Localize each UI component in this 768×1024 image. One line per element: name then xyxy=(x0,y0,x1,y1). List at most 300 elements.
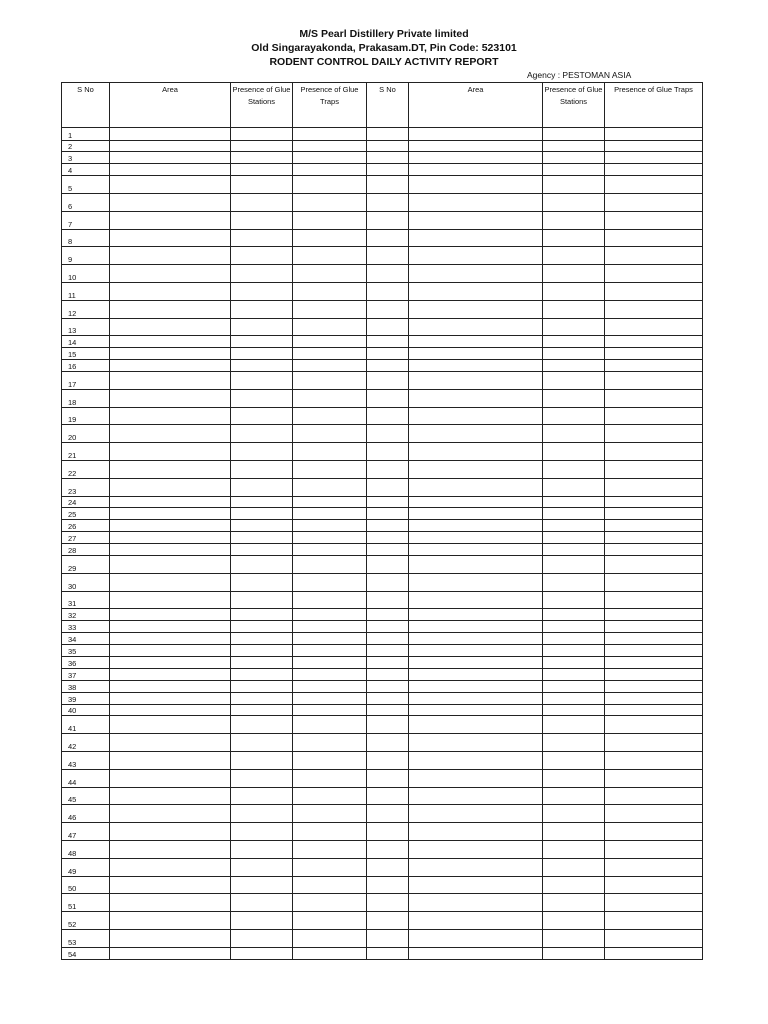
area-cell[interactable] xyxy=(110,407,231,425)
glue-traps-cell[interactable] xyxy=(605,692,703,704)
glue-stations-cell[interactable] xyxy=(543,692,605,704)
serial-number-cell[interactable] xyxy=(367,573,409,591)
area-cell[interactable] xyxy=(409,556,543,574)
glue-stations-cell[interactable] xyxy=(231,152,293,164)
glue-stations-cell[interactable] xyxy=(231,734,293,752)
glue-traps-cell[interactable] xyxy=(293,282,367,300)
glue-traps-cell[interactable] xyxy=(605,930,703,948)
serial-number-cell[interactable] xyxy=(367,532,409,544)
glue-stations-cell[interactable] xyxy=(231,360,293,372)
area-cell[interactable] xyxy=(110,805,231,823)
area-cell[interactable] xyxy=(409,645,543,657)
area-cell[interactable] xyxy=(110,692,231,704)
glue-stations-cell[interactable] xyxy=(543,229,605,247)
area-cell[interactable] xyxy=(409,176,543,194)
glue-traps-cell[interactable] xyxy=(293,496,367,508)
glue-stations-cell[interactable] xyxy=(543,128,605,141)
serial-number-cell[interactable] xyxy=(367,544,409,556)
area-cell[interactable] xyxy=(110,211,231,229)
glue-traps-cell[interactable] xyxy=(293,360,367,372)
glue-stations-cell[interactable] xyxy=(231,508,293,520)
area-cell[interactable] xyxy=(409,609,543,621)
glue-stations-cell[interactable] xyxy=(231,478,293,496)
area-cell[interactable] xyxy=(110,478,231,496)
glue-traps-cell[interactable] xyxy=(605,478,703,496)
glue-traps-cell[interactable] xyxy=(293,841,367,859)
serial-number-cell[interactable] xyxy=(367,609,409,621)
area-cell[interactable] xyxy=(409,841,543,859)
area-cell[interactable] xyxy=(110,389,231,407)
glue-stations-cell[interactable] xyxy=(543,461,605,479)
serial-number-cell[interactable] xyxy=(367,128,409,141)
glue-stations-cell[interactable] xyxy=(543,805,605,823)
glue-stations-cell[interactable] xyxy=(231,823,293,841)
serial-number-cell[interactable] xyxy=(367,769,409,787)
glue-traps-cell[interactable] xyxy=(293,668,367,680)
glue-stations-cell[interactable] xyxy=(543,211,605,229)
glue-stations-cell[interactable] xyxy=(543,425,605,443)
area-cell[interactable] xyxy=(110,265,231,283)
glue-traps-cell[interactable] xyxy=(605,633,703,645)
glue-stations-cell[interactable] xyxy=(543,496,605,508)
serial-number-cell[interactable] xyxy=(367,348,409,360)
glue-traps-cell[interactable] xyxy=(293,930,367,948)
area-cell[interactable] xyxy=(409,734,543,752)
serial-number-cell[interactable] xyxy=(367,734,409,752)
glue-stations-cell[interactable] xyxy=(543,407,605,425)
glue-stations-cell[interactable] xyxy=(231,573,293,591)
glue-stations-cell[interactable] xyxy=(231,407,293,425)
area-cell[interactable] xyxy=(409,805,543,823)
glue-traps-cell[interactable] xyxy=(605,621,703,633)
glue-traps-cell[interactable] xyxy=(605,496,703,508)
glue-traps-cell[interactable] xyxy=(605,282,703,300)
glue-traps-cell[interactable] xyxy=(293,389,367,407)
glue-stations-cell[interactable] xyxy=(231,229,293,247)
glue-stations-cell[interactable] xyxy=(543,894,605,912)
glue-traps-cell[interactable] xyxy=(293,769,367,787)
serial-number-cell[interactable] xyxy=(367,692,409,704)
glue-stations-cell[interactable] xyxy=(231,556,293,574)
glue-traps-cell[interactable] xyxy=(605,265,703,283)
area-cell[interactable] xyxy=(110,645,231,657)
glue-stations-cell[interactable] xyxy=(543,591,605,609)
glue-stations-cell[interactable] xyxy=(231,609,293,621)
serial-number-cell[interactable] xyxy=(367,752,409,770)
serial-number-cell[interactable] xyxy=(367,300,409,318)
serial-number-cell[interactable] xyxy=(367,425,409,443)
glue-stations-cell[interactable] xyxy=(231,140,293,152)
area-cell[interactable] xyxy=(110,544,231,556)
glue-traps-cell[interactable] xyxy=(293,372,367,390)
glue-traps-cell[interactable] xyxy=(293,947,367,959)
glue-traps-cell[interactable] xyxy=(293,128,367,141)
glue-traps-cell[interactable] xyxy=(293,300,367,318)
glue-traps-cell[interactable] xyxy=(293,591,367,609)
glue-traps-cell[interactable] xyxy=(293,425,367,443)
glue-traps-cell[interactable] xyxy=(293,633,367,645)
area-cell[interactable] xyxy=(110,443,231,461)
glue-traps-cell[interactable] xyxy=(605,360,703,372)
serial-number-cell[interactable] xyxy=(367,520,409,532)
glue-stations-cell[interactable] xyxy=(231,912,293,930)
glue-stations-cell[interactable] xyxy=(543,752,605,770)
glue-stations-cell[interactable] xyxy=(231,193,293,211)
area-cell[interactable] xyxy=(110,752,231,770)
area-cell[interactable] xyxy=(409,823,543,841)
area-cell[interactable] xyxy=(409,858,543,876)
glue-stations-cell[interactable] xyxy=(231,348,293,360)
serial-number-cell[interactable] xyxy=(367,621,409,633)
area-cell[interactable] xyxy=(110,360,231,372)
area-cell[interactable] xyxy=(409,692,543,704)
glue-traps-cell[interactable] xyxy=(605,704,703,716)
area-cell[interactable] xyxy=(409,407,543,425)
glue-traps-cell[interactable] xyxy=(605,947,703,959)
glue-stations-cell[interactable] xyxy=(231,876,293,894)
glue-traps-cell[interactable] xyxy=(293,573,367,591)
glue-traps-cell[interactable] xyxy=(293,508,367,520)
area-cell[interactable] xyxy=(409,496,543,508)
glue-traps-cell[interactable] xyxy=(605,752,703,770)
area-cell[interactable] xyxy=(409,372,543,390)
glue-stations-cell[interactable] xyxy=(231,805,293,823)
glue-stations-cell[interactable] xyxy=(231,645,293,657)
area-cell[interactable] xyxy=(110,947,231,959)
area-cell[interactable] xyxy=(409,930,543,948)
glue-stations-cell[interactable] xyxy=(543,247,605,265)
glue-stations-cell[interactable] xyxy=(543,823,605,841)
glue-traps-cell[interactable] xyxy=(605,508,703,520)
glue-traps-cell[interactable] xyxy=(293,348,367,360)
glue-traps-cell[interactable] xyxy=(605,556,703,574)
serial-number-cell[interactable] xyxy=(367,633,409,645)
area-cell[interactable] xyxy=(110,164,231,176)
area-cell[interactable] xyxy=(110,556,231,574)
glue-stations-cell[interactable] xyxy=(543,176,605,194)
area-cell[interactable] xyxy=(110,532,231,544)
glue-stations-cell[interactable] xyxy=(543,621,605,633)
glue-stations-cell[interactable] xyxy=(543,912,605,930)
glue-stations-cell[interactable] xyxy=(231,532,293,544)
glue-traps-cell[interactable] xyxy=(605,407,703,425)
glue-traps-cell[interactable] xyxy=(605,787,703,805)
glue-traps-cell[interactable] xyxy=(605,348,703,360)
serial-number-cell[interactable] xyxy=(367,140,409,152)
serial-number-cell[interactable] xyxy=(367,841,409,859)
glue-traps-cell[interactable] xyxy=(605,425,703,443)
glue-traps-cell[interactable] xyxy=(605,769,703,787)
serial-number-cell[interactable] xyxy=(367,556,409,574)
serial-number-cell[interactable] xyxy=(367,645,409,657)
glue-traps-cell[interactable] xyxy=(293,265,367,283)
glue-traps-cell[interactable] xyxy=(605,128,703,141)
glue-stations-cell[interactable] xyxy=(543,508,605,520)
glue-stations-cell[interactable] xyxy=(543,858,605,876)
glue-traps-cell[interactable] xyxy=(293,734,367,752)
area-cell[interactable] xyxy=(409,247,543,265)
glue-stations-cell[interactable] xyxy=(543,876,605,894)
area-cell[interactable] xyxy=(110,336,231,348)
glue-stations-cell[interactable] xyxy=(543,544,605,556)
glue-stations-cell[interactable] xyxy=(543,532,605,544)
glue-stations-cell[interactable] xyxy=(231,389,293,407)
area-cell[interactable] xyxy=(110,461,231,479)
area-cell[interactable] xyxy=(409,348,543,360)
area-cell[interactable] xyxy=(110,609,231,621)
glue-traps-cell[interactable] xyxy=(293,704,367,716)
area-cell[interactable] xyxy=(409,193,543,211)
glue-traps-cell[interactable] xyxy=(293,805,367,823)
area-cell[interactable] xyxy=(409,704,543,716)
glue-traps-cell[interactable] xyxy=(605,372,703,390)
glue-stations-cell[interactable] xyxy=(231,841,293,859)
glue-traps-cell[interactable] xyxy=(293,176,367,194)
glue-stations-cell[interactable] xyxy=(543,336,605,348)
glue-stations-cell[interactable] xyxy=(543,841,605,859)
area-cell[interactable] xyxy=(409,282,543,300)
glue-stations-cell[interactable] xyxy=(231,443,293,461)
glue-stations-cell[interactable] xyxy=(231,520,293,532)
glue-traps-cell[interactable] xyxy=(605,300,703,318)
area-cell[interactable] xyxy=(110,193,231,211)
glue-traps-cell[interactable] xyxy=(293,680,367,692)
area-cell[interactable] xyxy=(110,282,231,300)
area-cell[interactable] xyxy=(409,544,543,556)
area-cell[interactable] xyxy=(110,823,231,841)
glue-stations-cell[interactable] xyxy=(543,645,605,657)
glue-stations-cell[interactable] xyxy=(231,300,293,318)
area-cell[interactable] xyxy=(409,752,543,770)
glue-stations-cell[interactable] xyxy=(543,769,605,787)
glue-traps-cell[interactable] xyxy=(605,894,703,912)
area-cell[interactable] xyxy=(409,947,543,959)
glue-stations-cell[interactable] xyxy=(543,609,605,621)
glue-traps-cell[interactable] xyxy=(605,876,703,894)
glue-traps-cell[interactable] xyxy=(605,544,703,556)
area-cell[interactable] xyxy=(110,425,231,443)
glue-stations-cell[interactable] xyxy=(543,389,605,407)
glue-stations-cell[interactable] xyxy=(543,668,605,680)
area-cell[interactable] xyxy=(409,633,543,645)
area-cell[interactable] xyxy=(409,443,543,461)
glue-traps-cell[interactable] xyxy=(605,152,703,164)
glue-traps-cell[interactable] xyxy=(605,140,703,152)
glue-stations-cell[interactable] xyxy=(231,544,293,556)
glue-traps-cell[interactable] xyxy=(293,894,367,912)
glue-traps-cell[interactable] xyxy=(605,858,703,876)
serial-number-cell[interactable] xyxy=(367,443,409,461)
serial-number-cell[interactable] xyxy=(367,508,409,520)
glue-traps-cell[interactable] xyxy=(293,229,367,247)
glue-traps-cell[interactable] xyxy=(293,193,367,211)
serial-number-cell[interactable] xyxy=(367,282,409,300)
glue-stations-cell[interactable] xyxy=(543,300,605,318)
area-cell[interactable] xyxy=(110,621,231,633)
glue-stations-cell[interactable] xyxy=(231,621,293,633)
serial-number-cell[interactable] xyxy=(367,211,409,229)
glue-stations-cell[interactable] xyxy=(543,573,605,591)
serial-number-cell[interactable] xyxy=(367,930,409,948)
glue-stations-cell[interactable] xyxy=(231,496,293,508)
glue-stations-cell[interactable] xyxy=(231,336,293,348)
serial-number-cell[interactable] xyxy=(367,389,409,407)
serial-number-cell[interactable] xyxy=(367,372,409,390)
glue-stations-cell[interactable] xyxy=(543,265,605,283)
glue-stations-cell[interactable] xyxy=(543,193,605,211)
glue-traps-cell[interactable] xyxy=(605,912,703,930)
glue-stations-cell[interactable] xyxy=(543,947,605,959)
area-cell[interactable] xyxy=(110,573,231,591)
glue-traps-cell[interactable] xyxy=(605,805,703,823)
glue-traps-cell[interactable] xyxy=(293,716,367,734)
glue-stations-cell[interactable] xyxy=(231,769,293,787)
serial-number-cell[interactable] xyxy=(367,912,409,930)
glue-stations-cell[interactable] xyxy=(231,716,293,734)
area-cell[interactable] xyxy=(110,496,231,508)
glue-stations-cell[interactable] xyxy=(543,680,605,692)
area-cell[interactable] xyxy=(110,769,231,787)
glue-stations-cell[interactable] xyxy=(231,692,293,704)
area-cell[interactable] xyxy=(110,657,231,669)
glue-stations-cell[interactable] xyxy=(231,894,293,912)
glue-stations-cell[interactable] xyxy=(543,443,605,461)
area-cell[interactable] xyxy=(110,734,231,752)
serial-number-cell[interactable] xyxy=(367,360,409,372)
serial-number-cell[interactable] xyxy=(367,247,409,265)
glue-stations-cell[interactable] xyxy=(543,716,605,734)
area-cell[interactable] xyxy=(110,716,231,734)
glue-stations-cell[interactable] xyxy=(231,128,293,141)
glue-traps-cell[interactable] xyxy=(293,407,367,425)
serial-number-cell[interactable] xyxy=(367,336,409,348)
glue-stations-cell[interactable] xyxy=(543,282,605,300)
glue-traps-cell[interactable] xyxy=(605,211,703,229)
area-cell[interactable] xyxy=(409,478,543,496)
glue-traps-cell[interactable] xyxy=(293,858,367,876)
serial-number-cell[interactable] xyxy=(367,265,409,283)
area-cell[interactable] xyxy=(409,389,543,407)
area-cell[interactable] xyxy=(409,657,543,669)
area-cell[interactable] xyxy=(409,520,543,532)
area-cell[interactable] xyxy=(110,140,231,152)
serial-number-cell[interactable] xyxy=(367,805,409,823)
glue-stations-cell[interactable] xyxy=(543,164,605,176)
area-cell[interactable] xyxy=(110,912,231,930)
glue-stations-cell[interactable] xyxy=(543,633,605,645)
glue-traps-cell[interactable] xyxy=(293,247,367,265)
area-cell[interactable] xyxy=(409,680,543,692)
glue-traps-cell[interactable] xyxy=(293,478,367,496)
glue-traps-cell[interactable] xyxy=(293,876,367,894)
glue-stations-cell[interactable] xyxy=(231,282,293,300)
serial-number-cell[interactable] xyxy=(367,229,409,247)
serial-number-cell[interactable] xyxy=(367,176,409,194)
glue-traps-cell[interactable] xyxy=(293,621,367,633)
glue-traps-cell[interactable] xyxy=(605,229,703,247)
area-cell[interactable] xyxy=(110,668,231,680)
serial-number-cell[interactable] xyxy=(367,680,409,692)
serial-number-cell[interactable] xyxy=(367,657,409,669)
area-cell[interactable] xyxy=(110,372,231,390)
glue-stations-cell[interactable] xyxy=(543,520,605,532)
glue-stations-cell[interactable] xyxy=(231,265,293,283)
area-cell[interactable] xyxy=(110,591,231,609)
glue-traps-cell[interactable] xyxy=(605,247,703,265)
area-cell[interactable] xyxy=(409,265,543,283)
glue-traps-cell[interactable] xyxy=(293,609,367,621)
glue-stations-cell[interactable] xyxy=(231,657,293,669)
glue-stations-cell[interactable] xyxy=(543,787,605,805)
glue-traps-cell[interactable] xyxy=(293,657,367,669)
glue-traps-cell[interactable] xyxy=(605,164,703,176)
glue-traps-cell[interactable] xyxy=(293,692,367,704)
glue-traps-cell[interactable] xyxy=(605,389,703,407)
glue-traps-cell[interactable] xyxy=(605,734,703,752)
glue-stations-cell[interactable] xyxy=(231,425,293,443)
glue-stations-cell[interactable] xyxy=(543,478,605,496)
area-cell[interactable] xyxy=(409,894,543,912)
serial-number-cell[interactable] xyxy=(367,193,409,211)
glue-traps-cell[interactable] xyxy=(605,318,703,336)
glue-stations-cell[interactable] xyxy=(231,752,293,770)
glue-traps-cell[interactable] xyxy=(293,556,367,574)
glue-stations-cell[interactable] xyxy=(231,164,293,176)
area-cell[interactable] xyxy=(110,520,231,532)
glue-traps-cell[interactable] xyxy=(293,336,367,348)
serial-number-cell[interactable] xyxy=(367,407,409,425)
area-cell[interactable] xyxy=(110,787,231,805)
glue-stations-cell[interactable] xyxy=(231,372,293,390)
glue-stations-cell[interactable] xyxy=(543,318,605,336)
glue-traps-cell[interactable] xyxy=(293,461,367,479)
glue-stations-cell[interactable] xyxy=(231,668,293,680)
area-cell[interactable] xyxy=(110,229,231,247)
area-cell[interactable] xyxy=(409,769,543,787)
serial-number-cell[interactable] xyxy=(367,152,409,164)
glue-stations-cell[interactable] xyxy=(231,858,293,876)
glue-stations-cell[interactable] xyxy=(543,657,605,669)
area-cell[interactable] xyxy=(110,841,231,859)
glue-traps-cell[interactable] xyxy=(293,520,367,532)
area-cell[interactable] xyxy=(409,164,543,176)
area-cell[interactable] xyxy=(409,591,543,609)
area-cell[interactable] xyxy=(409,140,543,152)
serial-number-cell[interactable] xyxy=(367,876,409,894)
glue-traps-cell[interactable] xyxy=(605,176,703,194)
area-cell[interactable] xyxy=(409,211,543,229)
glue-traps-cell[interactable] xyxy=(293,443,367,461)
area-cell[interactable] xyxy=(110,508,231,520)
area-cell[interactable] xyxy=(409,716,543,734)
area-cell[interactable] xyxy=(110,176,231,194)
area-cell[interactable] xyxy=(110,300,231,318)
glue-traps-cell[interactable] xyxy=(605,668,703,680)
area-cell[interactable] xyxy=(409,573,543,591)
serial-number-cell[interactable] xyxy=(367,591,409,609)
area-cell[interactable] xyxy=(110,152,231,164)
serial-number-cell[interactable] xyxy=(367,461,409,479)
area-cell[interactable] xyxy=(110,930,231,948)
area-cell[interactable] xyxy=(110,876,231,894)
glue-traps-cell[interactable] xyxy=(293,912,367,930)
glue-traps-cell[interactable] xyxy=(605,823,703,841)
serial-number-cell[interactable] xyxy=(367,668,409,680)
glue-stations-cell[interactable] xyxy=(543,556,605,574)
glue-traps-cell[interactable] xyxy=(293,164,367,176)
area-cell[interactable] xyxy=(110,348,231,360)
glue-traps-cell[interactable] xyxy=(605,193,703,211)
